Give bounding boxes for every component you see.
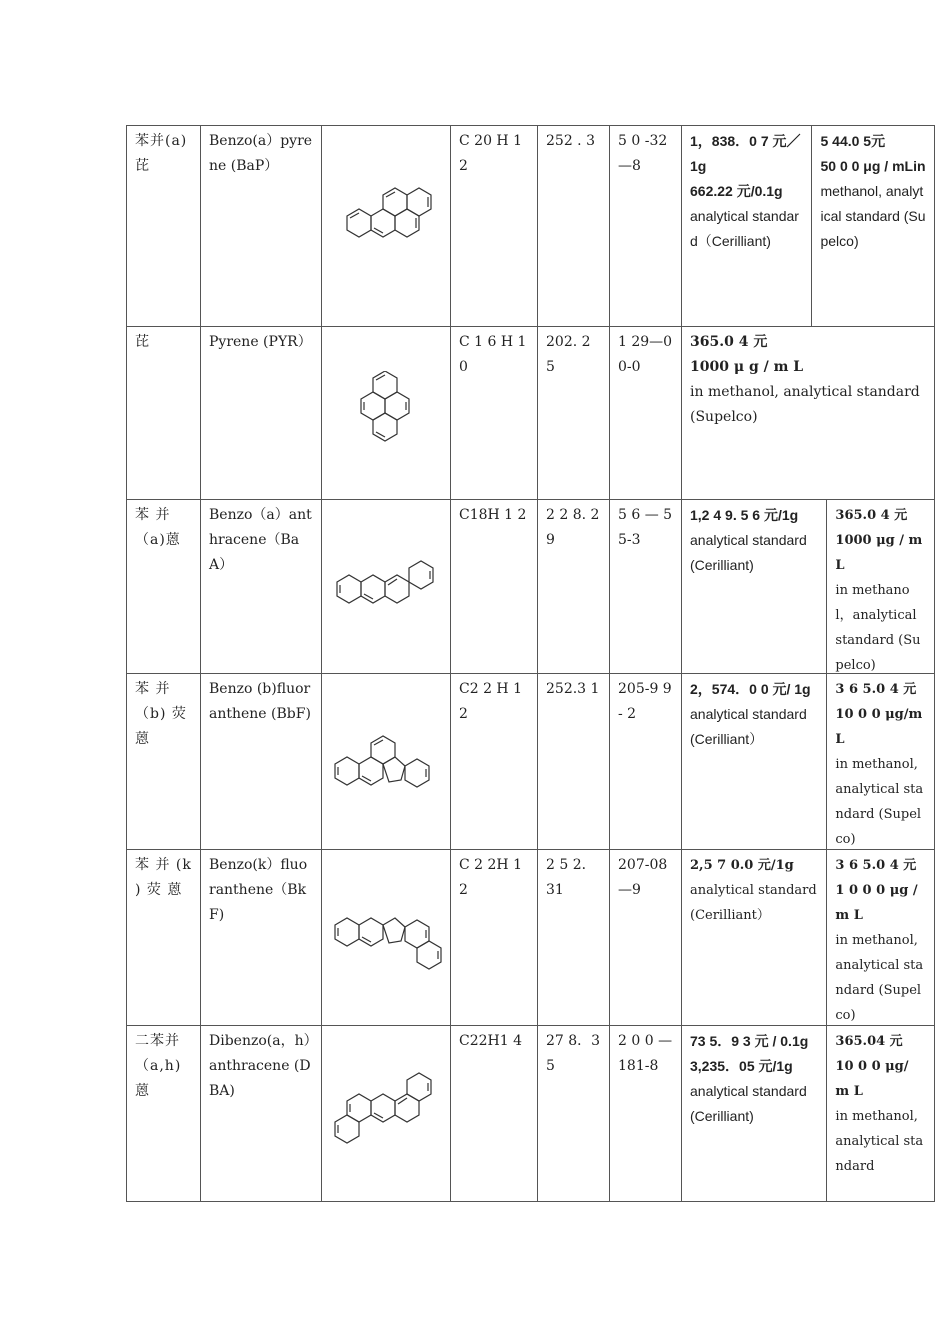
product-description: analytical standard（Cerilliant): [690, 208, 799, 249]
product-description: in methanol, analytical standard (Supelco): [835, 933, 924, 1023]
supplier-cerilliant: [682, 500, 826, 673]
table-row: [127, 674, 935, 850]
concentration: 10 0 0 μg/ m L: [835, 1059, 909, 1099]
concentration: 1000 μ g / m L: [690, 359, 804, 375]
concentration: 50 0 0 μg / mLin: [820, 158, 926, 174]
product-description: analytical standard (Cerilliant): [690, 1083, 807, 1124]
product-description: analytical standard (Cerilliant）: [690, 883, 817, 923]
pah-standards-table: [126, 125, 935, 1202]
molecule-drawing: [327, 371, 445, 455]
english-name: Benzo (b)fluoranthene (BbF): [201, 674, 322, 850]
structure-pyrene: [322, 327, 451, 500]
supplier-cell: [682, 500, 935, 674]
supplier-supelco: [811, 126, 934, 326]
price: 3 6 5.0 4 元: [835, 682, 917, 697]
product-description: methanol, analytical standard (Supelco): [820, 183, 926, 249]
molecular-weight: 2 5 2．31: [538, 850, 610, 1026]
molecular-formula: C 2 2H 1 2: [451, 850, 538, 1026]
table-row: [127, 126, 935, 327]
structure-benzo-b-fluoranthene: [322, 674, 451, 850]
english-name: Dibenzo(a，h）anthracene (DBA): [201, 1026, 322, 1202]
chinese-name: 苯 并 (k ) 荧 蒽: [127, 850, 201, 1026]
product-description: in methanol, analytical standard: [835, 1109, 924, 1174]
molecular-formula: C18H 1 2: [451, 500, 538, 674]
supplier-cerilliant: [682, 1026, 826, 1201]
chinese-name: 苯 并（b) 荧蒽: [127, 674, 201, 850]
supplier-cell: [682, 1026, 935, 1202]
price: 3 6 5.0 4 元: [835, 858, 917, 873]
product-description: in methanol, analytical standard (Supelco): [690, 384, 920, 425]
price: 365.0 4 元: [835, 508, 908, 523]
molecular-formula: C 1 6 H 1 0: [451, 327, 538, 500]
price-secondary: 3,235．05 元/1g: [690, 1058, 793, 1074]
price: 365.04 元: [835, 1034, 903, 1049]
english-name: Pyrene (PYR）: [201, 327, 322, 500]
supplier-cerilliant: [682, 674, 826, 849]
molecule-drawing: [327, 722, 445, 802]
english-name: Benzo（a）anthracene（BaA）: [201, 500, 322, 674]
price-secondary: 662.22 元/0.1g: [690, 183, 783, 199]
cas-number: 205-9 9 - 2: [610, 674, 682, 850]
english-name: Benzo(a）pyrene (BaP）: [201, 126, 322, 327]
supplier-supelco: [826, 850, 934, 1025]
structure-benzo-k-fluoranthene: [322, 850, 451, 1026]
price: 2，574．0 0 元/ 1g: [690, 681, 811, 697]
molecular-weight: 2 2 8. 2 9: [538, 500, 610, 674]
molecular-formula: C2 2 H 12: [451, 674, 538, 850]
molecular-weight: 202. 2 5: [538, 327, 610, 500]
product-description: in methanol，analytical standard (Supelco): [835, 583, 921, 673]
supplier-cerilliant: [682, 126, 811, 326]
product-description: in methanol, analytical standard (Supelco): [835, 757, 924, 847]
molecular-weight: 27 8．35: [538, 1026, 610, 1202]
chinese-name: 苯 并（a)蒽: [127, 500, 201, 674]
molecule-drawing: [327, 186, 445, 266]
table-row: [127, 500, 935, 674]
price: 2,5 7 0.0 元/1g: [690, 858, 794, 873]
cas-number: 1 29—00-0: [610, 327, 682, 500]
chinese-name: 二苯并（a,h)蒽: [127, 1026, 201, 1202]
product-description: analytical standard (Cerilliant）: [690, 706, 807, 747]
molecular-formula: C 20 H 1 2: [451, 126, 538, 327]
structure-benz-a-anthracene: [322, 500, 451, 674]
price: 5 44.0 5元: [820, 133, 886, 149]
molecular-weight: 252 . 3: [538, 126, 610, 327]
cas-number: 5 0 -32 —8: [610, 126, 682, 327]
supplier-cell: [682, 126, 935, 327]
molecule-drawing: [327, 903, 445, 973]
table-row: [127, 1026, 935, 1202]
molecule-drawing: [327, 1072, 445, 1156]
molecular-weight: 252.3 1: [538, 674, 610, 850]
table-row: [127, 327, 935, 500]
molecule-drawing: [327, 552, 445, 622]
supplier-supelco: [826, 674, 934, 849]
price: 1，838．0 7 元／1g: [690, 133, 801, 174]
price: 1,2 4 9. 5 6 元/1g: [690, 507, 799, 523]
supplier-cell: [682, 674, 935, 850]
supplier-supelco: [682, 327, 935, 500]
table-row: [127, 850, 935, 1026]
supplier-cerilliant: [682, 850, 826, 1025]
english-name: Benzo(k）fluoranthene（BkF): [201, 850, 322, 1026]
concentration: 10 0 0 μg/mL: [835, 707, 923, 747]
concentration: 1 0 0 0 μg / m L: [835, 883, 918, 923]
chinese-name: 苯并(a)芘: [127, 126, 201, 327]
price: 73 5．9 3 元 / 0.1g: [690, 1033, 809, 1049]
concentration: 1000 μg / m L: [835, 533, 923, 573]
molecular-formula: C22H1 4: [451, 1026, 538, 1202]
cas-number: 207-08 —9: [610, 850, 682, 1026]
structure-dibenz-ah-anthracene: [322, 1026, 451, 1202]
price: 365.0 4 元: [690, 334, 768, 350]
cas-number: 2 0 0 — 181-8: [610, 1026, 682, 1202]
supplier-supelco: [826, 1026, 934, 1201]
chinese-name: 芘: [127, 327, 201, 500]
structure-benzo-a-pyrene: [322, 126, 451, 327]
supplier-cell: [682, 850, 935, 1026]
supplier-supelco: [826, 500, 934, 673]
product-description: analytical standard (Cerilliant): [690, 532, 807, 573]
cas-number: 5 6 — 5 5-3: [610, 500, 682, 674]
